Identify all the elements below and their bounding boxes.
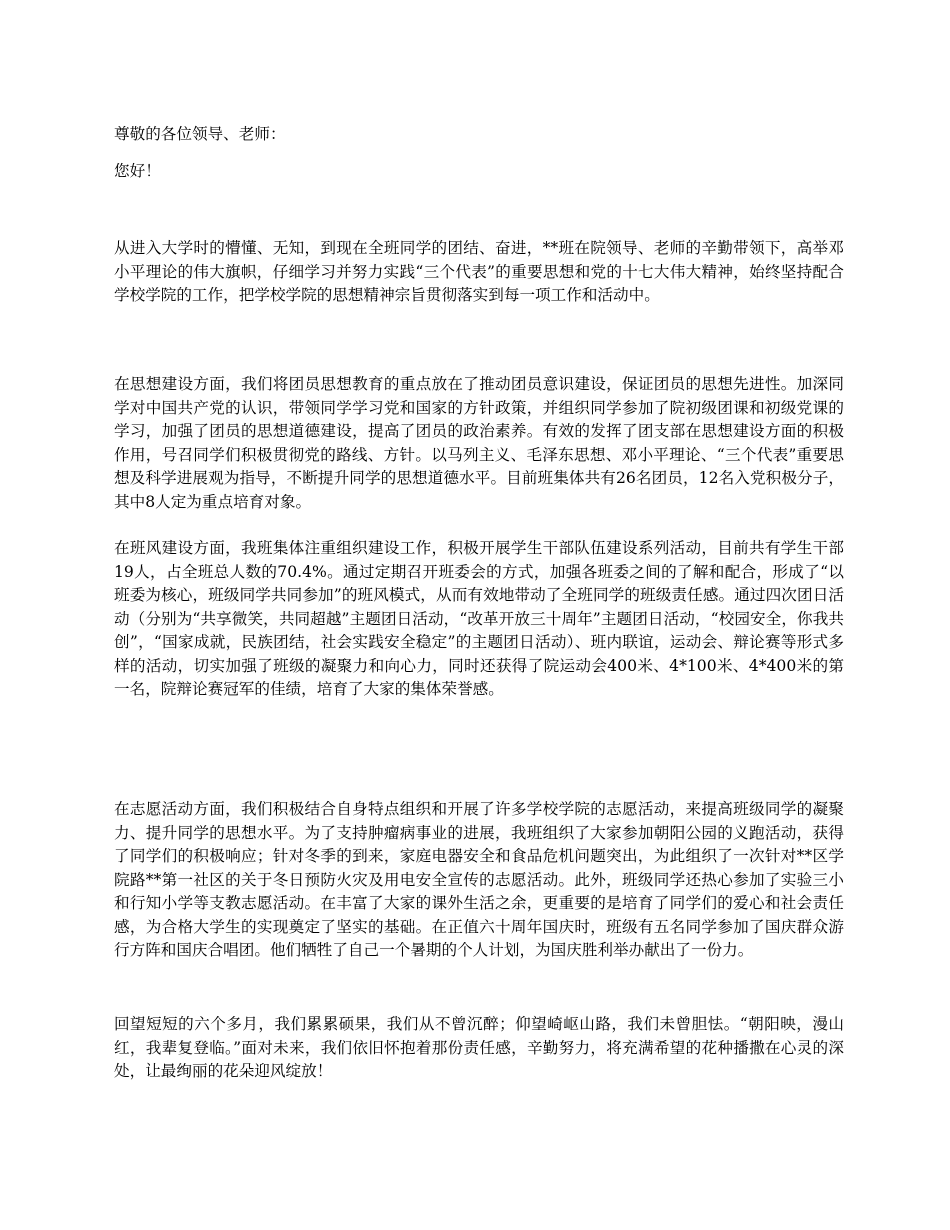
paragraph-conclusion: 回望短短的六个多月，我们累累硕果，我们从不曾沉醉；仰望崎岖山路，我们未曾胆怯。“朝阳映，漫山红，我辈复登临。”面对未来，我们依旧怀抱着那份责任感，辛勤努力，将充满希望的花种播撒在心灵的深处，让最绚丽的花朵迎风绽放！ — [114, 1015, 844, 1080]
paragraph-ideology: 在思想建设方面，我们将团员思想教育的重点放在了推动团员意识建设，保证团员的思想先进性。加深同学对中国共产党的认识，带领同学学习党和国家的方针政策，并组织同学参加了院初级团课和初级党课的学习，加强了团员的思想道德建设，提高了团员的政治素养。有效的发挥了团支部在思想建设方面的积极作用，号召同学们积极贯彻党的路线、方针。以马列主义、毛泽东思想、邓小平理论、“三个代表”重要思想及科学进展观为指导，不断提升同学的思想道德水平。目前班集体共有26名团员，12名入党积极分子，其中8人定为重点培育对象。 — [114, 375, 844, 511]
greeting: 您好！ — [114, 162, 161, 180]
paragraph-volunteer: 在志愿活动方面，我们积极结合自身特点组织和开展了许多学校学院的志愿活动，来提高班级同学的凝聚力、提升同学的思想水平。为了支持肿瘤病事业的进展，我班组织了大家参加朝阳公园的义跑活动，获得了同学们的积极响应；针对冬季的到来，家庭电器安全和食品危机问题突出，为此组织了一次针对**区学院路**第一社区的关于冬日预防火灾及用电安全宣传的志愿活动。此外，班级同学还热心参加了实验三小和行知小学等支教志愿活动。在丰富了大家的课外生活之余，更重要的是培育了同学们的爱心和社会责任感，为合格大学生的实现奠定了坚实的基础。在正值六十周年国庆时，班级有五名同学参加了国庆群众游行方阵和国庆合唱团。他们牺牲了自己一个暑期的个人计划，为国庆胜利举办献出了一份力。 — [114, 800, 844, 959]
paragraph-class-style: 在班风建设方面，我班集体注重组织建设工作，积极开展学生干部队伍建设系列活动，目前共有学生干部19人，占全班总人数的70.4%。通过定期召开班委会的方式，加强各班委之间的了解和配合，形成了“以班委为核心，班级同学共同参加”的班风模式，从而有效地带动了全班同学的班级责任感。通过四次团日活动（分别为“共享微笑，共同超越”主题团日活动，“改革开放三十周年”主题团日活动，“校园安全，你我共创”，“国家成就，民族团结，社会实践安全稳定”的主题团日活动）、班内联谊，运动会、辩论赛等形式多样的活动，切实加强了班级的凝聚力和向心力，同时还获得了院运动会400米、4*100米、4*400米的第一名，院辩论赛冠军的佳绩，培育了大家的集体荣誉感。 — [114, 539, 844, 698]
salutation: 尊敬的各位领导、老师： — [114, 125, 286, 143]
paragraph-intro: 从进入大学时的懵懂、无知，到现在全班同学的团结、奋进，**班在院领导、老师的辛勤带领下，高举邓小平理论的伟大旗帜，仔细学习并努力实践“三个代表”的重要思想和党的十七大伟大精神，始终坚持配合学校学院的工作，把学校学院的思想精神宗旨贯彻落实到每一项工作和活动中。 — [114, 239, 844, 304]
